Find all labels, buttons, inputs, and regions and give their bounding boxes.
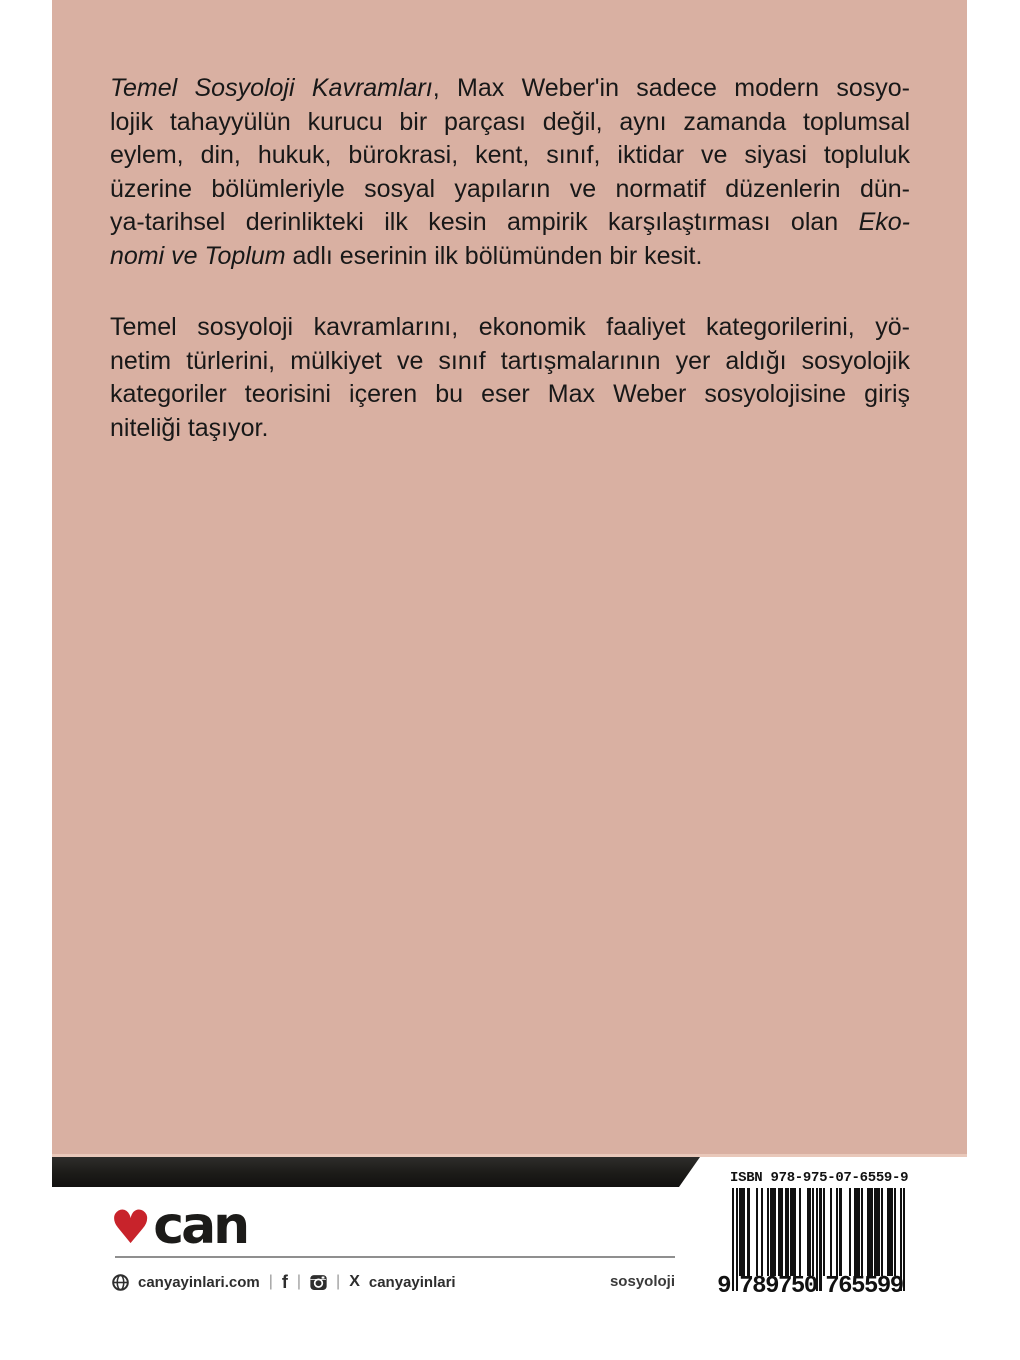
category-label: sosyoloji — [609, 1273, 675, 1290]
separator: | — [296, 1273, 302, 1290]
text-line: lojik tahayyülün kurucu bir parçası değil, aynı zamanda toplumsal — [110, 107, 910, 136]
text-line: Temel sosyoloji kavramlarını, ekonomik faaliyet kategorilerini, yö- — [110, 313, 910, 341]
x-twitter-icon: X — [349, 1273, 360, 1290]
text-line: Temel Sosyoloji Kavramları, Max Weber'in sadece modern sosyo- — [110, 74, 910, 102]
synopsis-paragraph-2 — [110, 311, 910, 445]
heart-icon: ♥ — [110, 1200, 152, 1254]
separator: | — [336, 1273, 341, 1290]
text-line: üzerine bölümleriyle sosyal yapıların ve normatif düzenlerin dün- — [110, 174, 910, 203]
text-line: netim türlerini, mülkiyet ve sınıf tartışmalarının yer aldığı sosyolojik — [110, 346, 910, 375]
publisher-logo-text: can — [153, 1196, 248, 1256]
barcode-digits-left: 789750 — [739, 1273, 817, 1300]
text-line: ya-tarihsel derinlikteki ilk kesin ampirik karşılaştırması olan Eko- — [110, 208, 910, 236]
footer-divider — [115, 1256, 675, 1258]
barcode-block — [700, 1170, 940, 1310]
black-angled-band — [52, 1157, 700, 1187]
text-line: eylem, din, hukuk, bürokrasi, kent, sınıf, iktidar ve siyasi topluluk — [110, 141, 910, 169]
website-text: canyayinlari.com — [138, 1273, 260, 1291]
publisher-logo — [110, 1198, 247, 1254]
barcode-digit-lead: 9 — [717, 1273, 730, 1300]
separator: | — [268, 1273, 273, 1290]
cover-panel — [52, 0, 967, 1157]
social-handle-text: canyayinlari — [368, 1273, 456, 1291]
barcode-digits-right: 765599 — [825, 1273, 903, 1300]
synopsis-text — [110, 72, 910, 445]
facebook-icon: f — [281, 1271, 288, 1292]
isbn-label: ISBN 978-975-07-6559-9 — [730, 1170, 909, 1186]
synopsis-paragraph-1 — [110, 72, 910, 273]
text-line: kategoriler teorisini içeren bu eser Max Weber sosyolojisine giriş — [110, 380, 910, 408]
text-line: niteliği taşıyor. — [110, 413, 269, 442]
text-line: nomi ve Toplum adlı eserinin ilk bölümünden bir kesit. — [110, 241, 703, 270]
